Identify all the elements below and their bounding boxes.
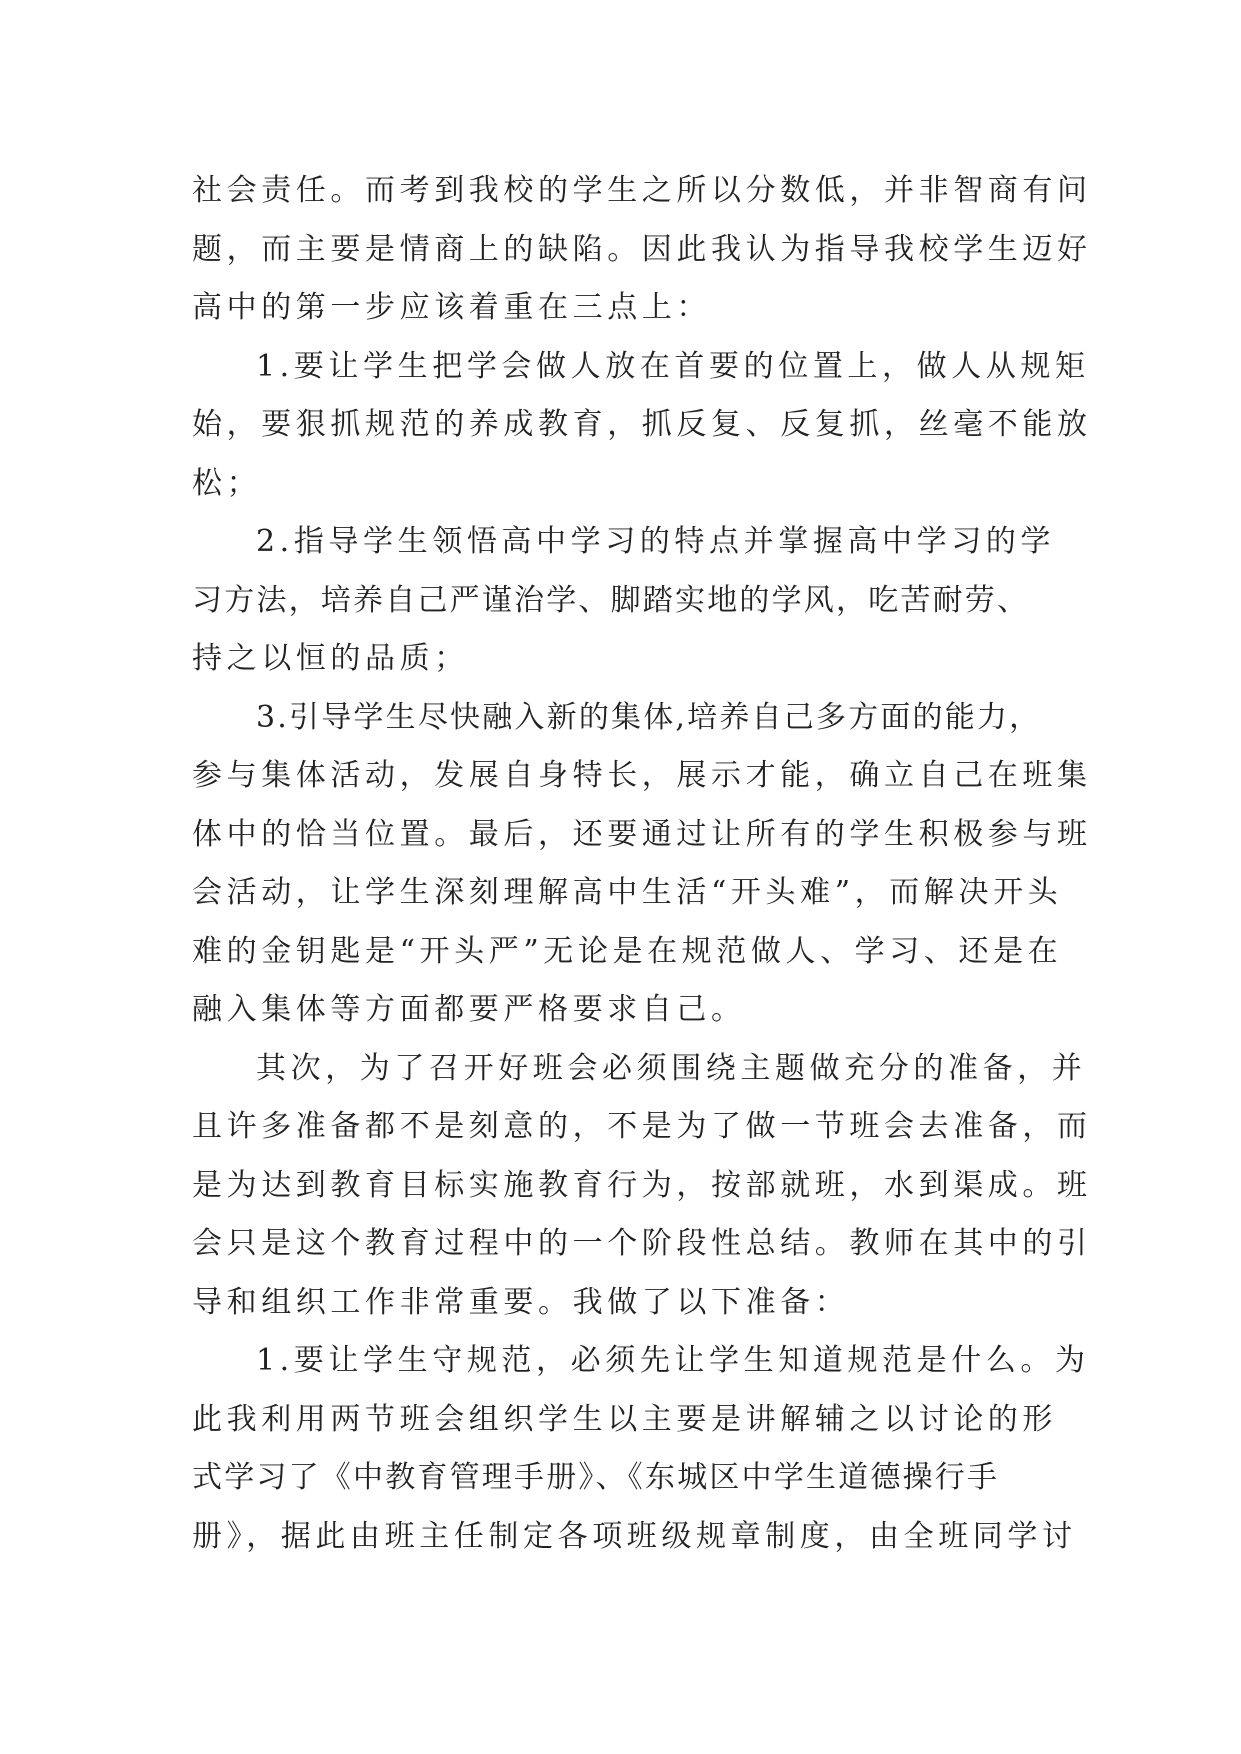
text-line: 难的金钥匙是“开头严”无论是在规范做人、学习、还是在 <box>192 933 1063 969</box>
text-line: 1.要让学生把学会做人放在首要的位置上，做人从规矩 <box>256 348 1090 384</box>
text-line: 参与集体活动，发展自身特长，展示才能，确立自己在班集 <box>192 758 1092 793</box>
text-line: 会活动，让学生深刻理解高中生活“开头难”，而解决开头 <box>192 875 1063 910</box>
document-body <box>192 162 1092 1566</box>
text-line: 体中的恰当位置。最后，还要通过让所有的学生积极参与班 <box>192 816 1092 852</box>
text-line: 1.要让学生守规范，必须先让学生知道规范是什么。为 <box>256 1343 1090 1378</box>
text-line: 始，要狠抓规范的养成教育，抓反复、反复抓，丝毫不能放 <box>192 407 1092 442</box>
text-line: 且许多准备都不是刻意的，不是为了做一节班会去准备，而 <box>192 1109 1092 1144</box>
text-line: 2.指导学生领悟高中学习的特点并掌握高中学习的学 <box>256 524 1056 559</box>
text-line: 题，而主要是情商上的缺陷。因此我认为指导我校学生迈好 <box>192 231 1092 267</box>
text-line: 此我利用两节班会组织学生以主要是讲解辅之以讨论的形 <box>192 1401 1057 1437</box>
text-line: 其次，为了召开好班会必须围绕主题做充分的准备，并 <box>256 1050 1087 1086</box>
text-line: 3.引导学生尽快融入新的集体,培养自己多方面的能力， <box>256 699 1042 735</box>
text-line: 册》，据此由班主任制定各项班级规章制度，由全班同学讨 <box>192 1518 1077 1554</box>
text-line: 会只是这个教育过程中的一个阶段性总结。教师在其中的引 <box>192 1226 1092 1261</box>
text-line: 式学习了《中教育管理手册》、《东城区中学生道德操行手 <box>192 1460 1000 1495</box>
text-line: 社会责任。而考到我校的学生之所以分数低，并非智商有问 <box>192 173 1092 208</box>
text-line: 导和组织工作非常重要。我做了以下准备： <box>192 1284 850 1320</box>
text-line: 高中的第一步应该着重在三点上： <box>192 290 711 325</box>
text-line: 持之以恒的品质； <box>192 641 469 676</box>
text-line: 是为达到教育目标实施教育行为，按部就班，水到渠成。班 <box>192 1167 1092 1203</box>
text-line: 习方法，培养自己严谨治学、脚踏实地的学风，吃苦耐劳、 <box>192 582 1030 618</box>
text-line: 融入集体等方面都要严格要求自己。 <box>192 992 746 1027</box>
text-line: 松； <box>192 465 262 501</box>
